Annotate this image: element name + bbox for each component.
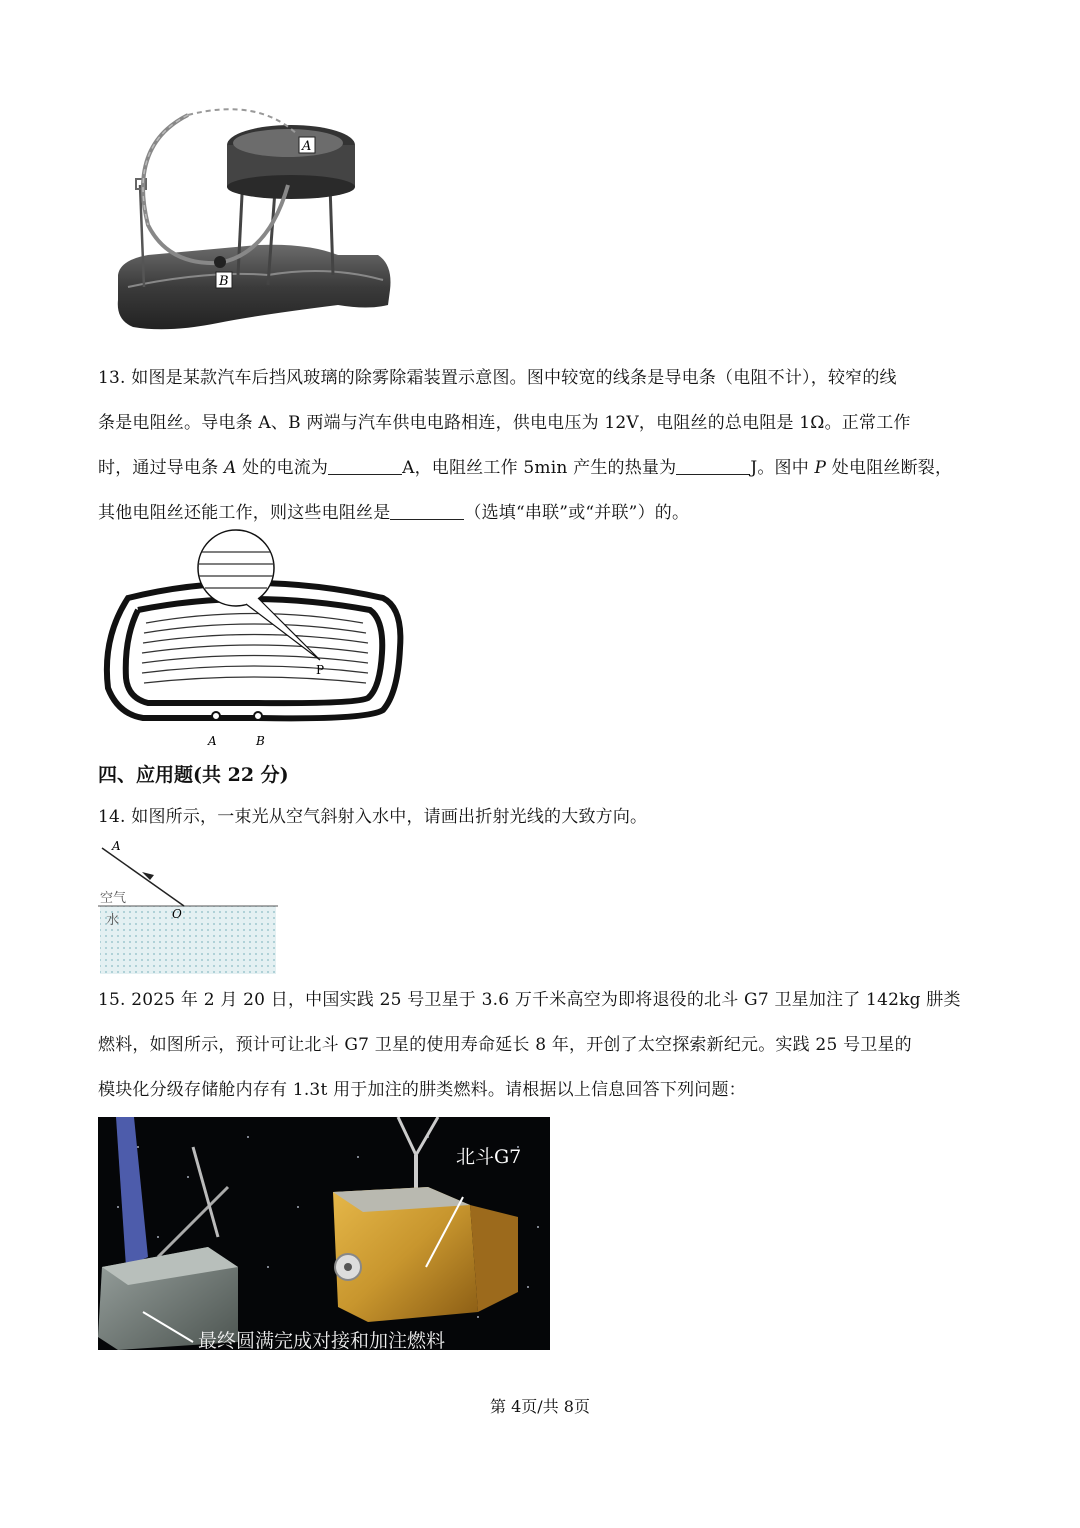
satellite-label-g7: 北斗G7 (456, 1146, 522, 1168)
question-14: 14. 如图所示，一束光从空气斜射入水中，请画出折射光线的大致方向。 (98, 807, 648, 827)
answer-blank-heat[interactable] (676, 456, 750, 475)
apparatus-label-b: B (219, 274, 229, 289)
refraction-label-a: A (112, 839, 121, 853)
refraction-label-air: 空气 (100, 891, 127, 906)
refraction-figure (98, 838, 278, 976)
apparatus-figure (108, 105, 398, 345)
question-15: 15. 2025 年 2 月 20 日，中国实践 25 号卫星于 3.6 万千米高空为即将退役的北斗 G7 卫星加注了 142kg 肼类 燃料，如图所示，预计可让北斗 G7 卫星的使用寿命延长 8 年，开创了太空探索新纪元。实践 25 号卫星的 模块化分级存储舱内存有 1.3t 用于加注的肼类燃料。请根据以上信息回答下列问题： (98, 990, 961, 1100)
satellite-caption: 最终圆满完成对接和加注燃料 (198, 1330, 446, 1350)
refraction-label-o: O (172, 907, 182, 921)
q13-line-2: 条是电阻丝。导电条 A、B 两端与汽车供电电路相连，供电电压为 12V，电阻丝的总电阻是 1Ω。正常工作 (98, 413, 911, 433)
page-footer: 第 4页/共 8页 (490, 1397, 590, 1416)
window-label-p: P (316, 663, 325, 677)
answer-blank-connection[interactable] (390, 501, 464, 520)
refraction-label-water: 水 (106, 913, 120, 928)
q13-line-1: 13. 如图是某款汽车后挡风玻璃的除雾除霜装置示意图。图中较宽的线条是导电条（电阻不计），较窄的线 (98, 368, 897, 388)
window-label-b: B (256, 734, 265, 748)
window-label-a: A (208, 734, 217, 748)
apparatus-label-a: A (302, 139, 312, 154)
section-heading: 四、应用题(共 22 分) (98, 764, 289, 786)
q13-line-3: 时，通过导电条 A 处的电流为 A，电阻丝工作 5min 产生的热量为 J。图中 P 处电阻丝断裂， (98, 458, 953, 478)
question-13 (98, 356, 988, 536)
satellite-figure (98, 1117, 550, 1350)
answer-blank-current[interactable] (328, 456, 402, 475)
q13-line-4: 其他电阻丝还能工作，则这些电阻丝是 （选填“串联”或“并联”）的。 (98, 503, 690, 523)
window-defroster-figure (98, 528, 408, 750)
